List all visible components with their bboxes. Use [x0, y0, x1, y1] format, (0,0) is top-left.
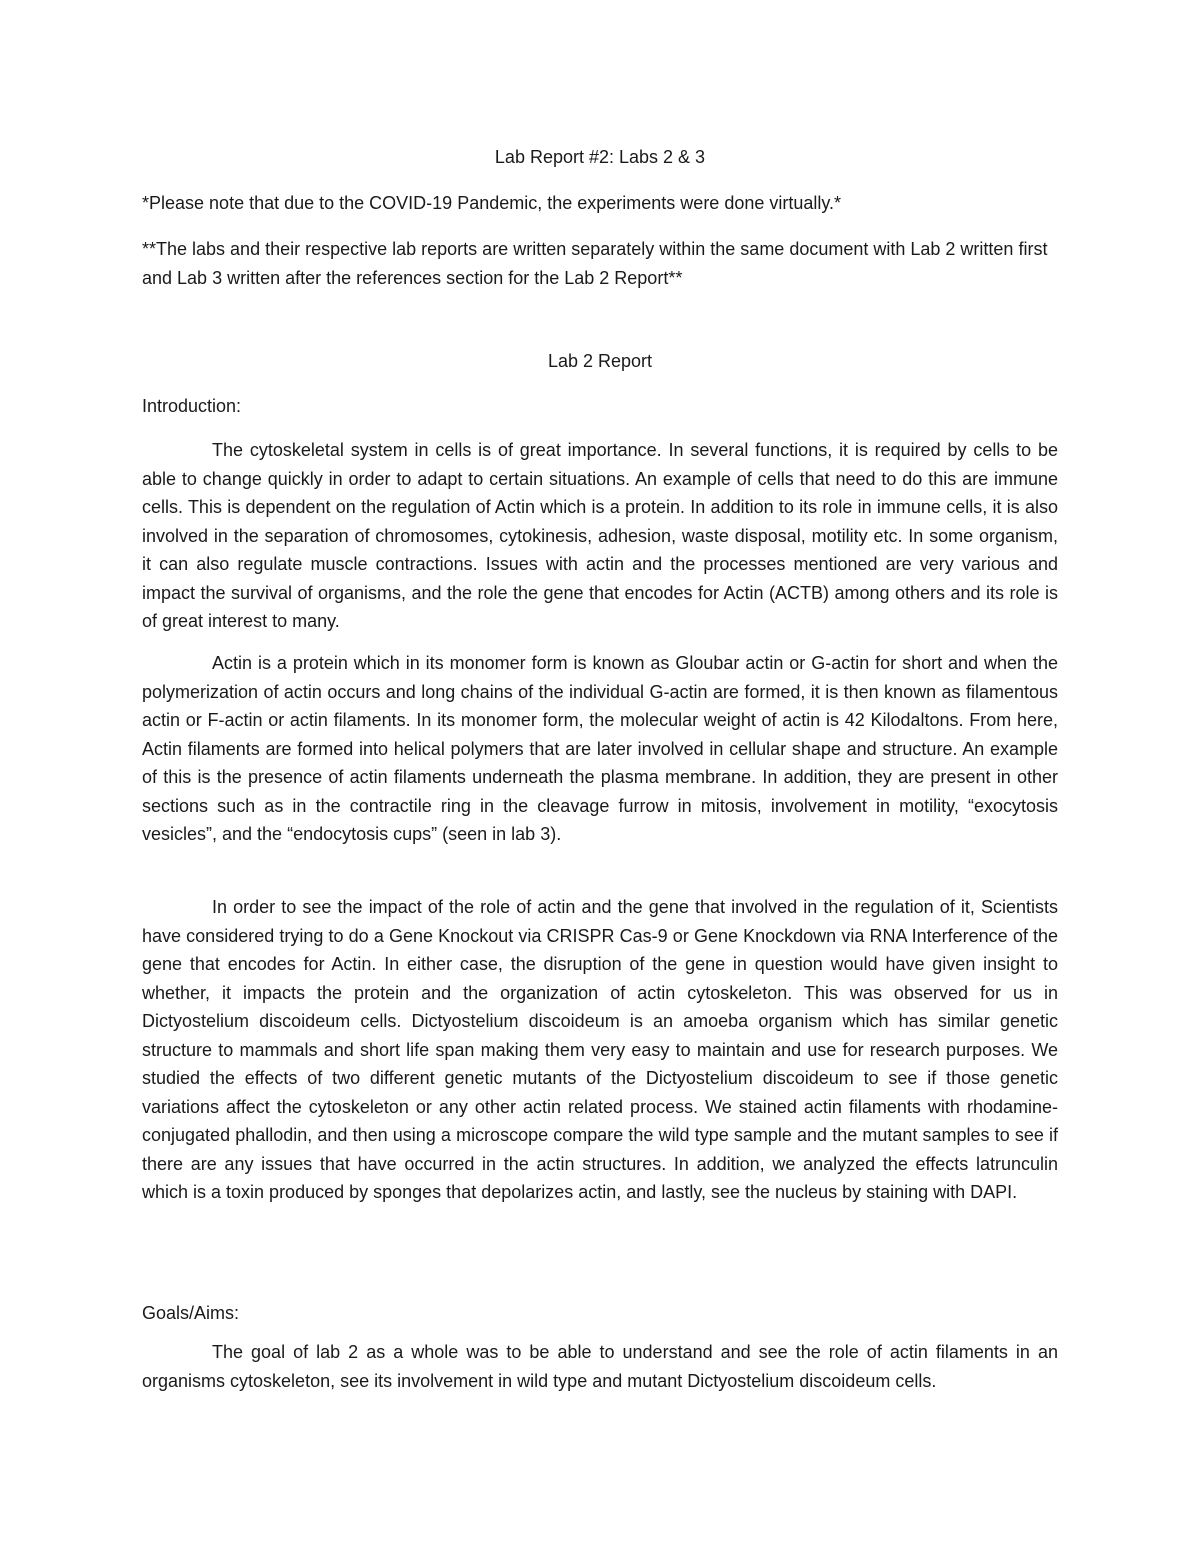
section-title: Lab 2 Report	[547, 351, 653, 371]
covid-note: *Please note that due to the COVID-19 Pandemic, the experiments were done virtually.*	[142, 193, 842, 213]
intro-paragraph-3: In order to see the impact of the role of actin and the gene that involved in the regulation of it, Scientists have considered trying to do a Gene Knockout via CRISPR Cas-9 or Gene Knockdown via RNA Interference of the gene that encodes for Actin. In either case, the disruption of the gene in question would have given insight to whether, it impacts the protein and the organization of actin cytoskeleton. This was observed for us in Dictyostelium discoideum cells. Dictyostelium discoideum is an amoeba organism which has similar genetic structure to mammals and short life span making them very easy to maintain and use for research purposes. We studied the effects of two different genetic mutants of the Dictyostelium discoideum to see if those genetic variations affect the cytoskeleton or any other actin related process. We stained actin filaments with rhodamine-conjugated phallodin, and then using a microscope compare the wild type sample and the mutant samples to see if there are any issues that have occurred in the actin structures. In addition, we analyzed the effects latrunculin which is a toxin produced by sponges that depolarizes actin, and lastly, see the nucleus by staining with DAPI.	[142, 897, 1058, 1202]
document-title: Lab Report #2: Labs 2 & 3	[494, 147, 706, 167]
goals-heading: Goals/Aims:	[142, 1303, 240, 1323]
introduction-heading: Introduction:	[142, 396, 242, 416]
goals-paragraph: The goal of lab 2 as a whole was to be able to understand and see the role of actin filaments in an organisms cytoskeleton, see its involvement in wild type and mutant Dictyostelium discoideum cells.	[142, 1342, 1058, 1391]
structure-note: **The labs and their respective lab reports are written separately within the same document with Lab 2 written first and Lab 3 written after the references section for the Lab 2 Report**	[142, 239, 1048, 288]
intro-paragraph-2: Actin is a protein which in its monomer form is known as Gloubar actin or G-actin for short and when the polymerization of actin occurs and long chains of the individual G-actin are formed, it is then known as filamentous actin or F-actin or actin filaments. In its monomer form, the molecular weight of actin is 42 Kilodaltons. From here, Actin filaments are formed into helical polymers that are later involved in cellular shape and structure. An example of this is the presence of actin filaments underneath the plasma membrane. In addition, they are present in other sections such as in the contractile ring in the cleavage furrow in mitosis, involvement in motility, “exocytosis vesicles”, and the “endocytosis cups” (seen in lab 3).	[142, 653, 1058, 844]
intro-paragraph-1: The cytoskeletal system in cells is of great importance. In several functions, it is required by cells to be able to change quickly in order to adapt to certain situations. An example of cells that need to do this are immune cells. This is dependent on the regulation of Actin which is a protein. In addition to its role in immune cells, it is also involved in the separation of chromosomes, cytokinesis, adhesion, waste disposal, motility etc. In some organism, it can also regulate muscle contractions. Issues with actin and the processes mentioned are very various and impact the survival of organisms, and the role the gene that encodes for Actin (ACTB) among others and its role is of great interest to many.	[142, 440, 1058, 631]
